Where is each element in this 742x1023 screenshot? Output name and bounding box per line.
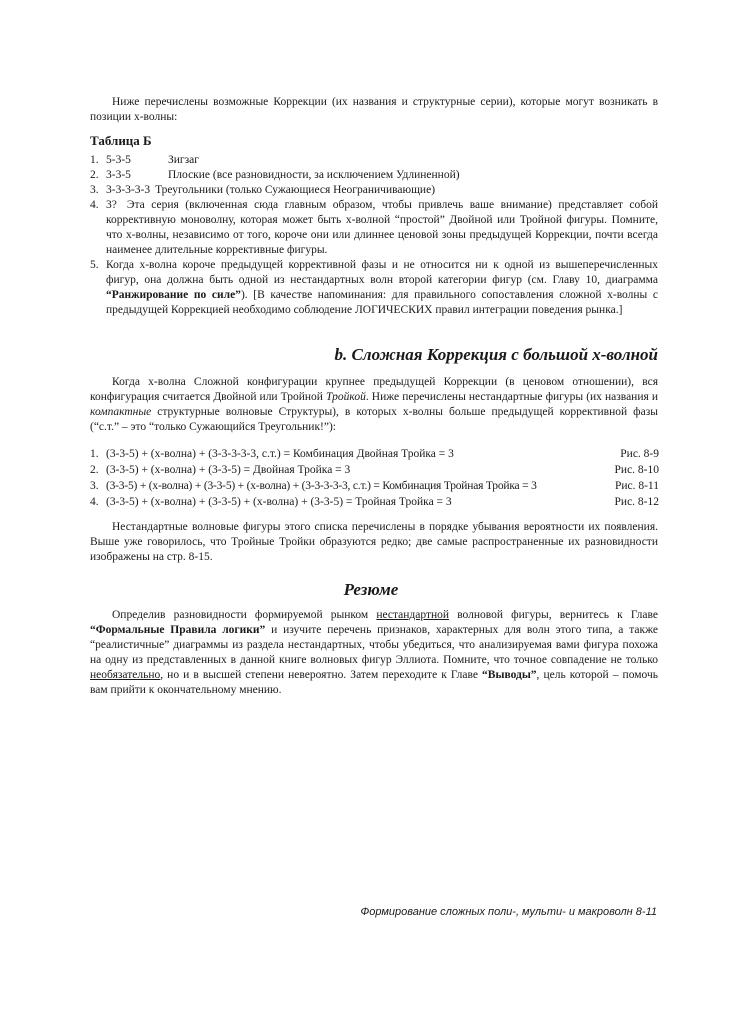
list-item: 1. 5-3-5 Зигзаг bbox=[90, 154, 199, 166]
summary-paragraph: Определив разновидности формируемой рынком нестандартной волновой фигуры, вернитесь к Главе “Формальные Правила логики” и изучите перечень признаков, характерных для волн этого типа, а также “реалистичные” диаграммы из раздела нестандартных, чтобы убедиться, что анализируемая вами фигура похожа на одну из представленных в данной книге волновых фигур Эллиота. Помните, что точное совпадение не только необязательно, но и в высшей степени невероятно. Затем переходите к Главе “Выводы”, цель которой – помочь вам прийти к окончательному мнению. bbox=[90, 609, 658, 696]
list-item: 2. 3-3-5 Плоские (все разновидности, за исключением Удлиненной) bbox=[90, 169, 460, 181]
page-footer: Формирование сложных поли-, мульти- и макроволн 8-11 bbox=[360, 906, 657, 918]
combination-list bbox=[90, 447, 659, 511]
section-b-paragraph: Когда x-волна Сложной конфигурации крупнее предыдущей Коррекции (в ценовом отношении), вся конфигурация считается Двойной или Тройной Тройкой. Ниже перечислены нестандартные фигуры (их названия и компактные структурные волновые Структуры), в которых x-волны больше предыдущей коррективной фазы (“с.т.” – это “только Сужающийся Треугольник!”): bbox=[90, 376, 659, 433]
list-item: 4. 3? Эта серия (включенная сюда главным образом, чтобы привлечь ваше внимание) представляет собой коррективную моноволну, которая может быть x-волной “простой” Двойной или Тройной фигуры. Помните, что x-волны, независимо от того, короче они или длиннее ценовой зоны предыдущей Коррекции, почти всегда наименее длительные коррективные фигуры. bbox=[90, 199, 658, 256]
summary-title: Резюме bbox=[343, 580, 399, 599]
table-title: Таблица Б bbox=[90, 133, 152, 148]
list-item: 3. (3-3-5) + (x-волна) + (3-3-5) + (x-волна) + (3-3-3-3-3, с.т.) = Комбинация Тройная Тройка = 3 Рис. 8-11 bbox=[90, 480, 659, 492]
list-item: 5. Когда x-волна короче предыдущей коррективной фазы и не относится ни к одной из вышеперечисленных фигур, она должна быть одной из нестандартных волн второй категории фигур (см. Главу 10, диаграмма “Ранжирование по силе”). [В качестве напоминания: для правильного сопоставления сложной x-волны с предыдущей Коррекцией необходимо соблюдение ЛОГИЧЕСКИХ правил интеграции поведения рынка.] bbox=[90, 259, 658, 316]
section-b-note: Нестандартные волновые фигуры этого списка перечислены в порядке убывания вероятности их появления. Выше уже говорилось, что Тройные Тройки образуются редко; две самые распространенные их разновидности изображены на стр. 8-15. bbox=[90, 521, 658, 563]
list-item: 1. (3-3-5) + (x-волна) + (3-3-3-3-3, с.т.) = Комбинация Двойная Тройка = 3 Рис. 8-9 bbox=[90, 448, 659, 460]
intro-paragraph: Ниже перечислены возможные Коррекции (их названия и структурные серии), которые могут возникать в позиции x-волны: bbox=[90, 96, 658, 123]
list-item: 3. 3-3-3-3-3 Треугольники (только Сужающиеся Неограничивающие) bbox=[90, 184, 436, 196]
section-b-title: b. Сложная Коррекция с большой x-волной bbox=[334, 345, 658, 364]
list-item: 4. (3-3-5) + (x-волна) + (3-3-5) + (x-волна) + (3-3-5) = Тройная Тройка = 3 Рис. 8-12 bbox=[90, 496, 659, 508]
list-item: 2. (3-3-5) + (x-волна) + (3-3-5) = Двойная Тройка = 3 Рис. 8-10 bbox=[90, 464, 659, 476]
table-list bbox=[90, 153, 658, 318]
